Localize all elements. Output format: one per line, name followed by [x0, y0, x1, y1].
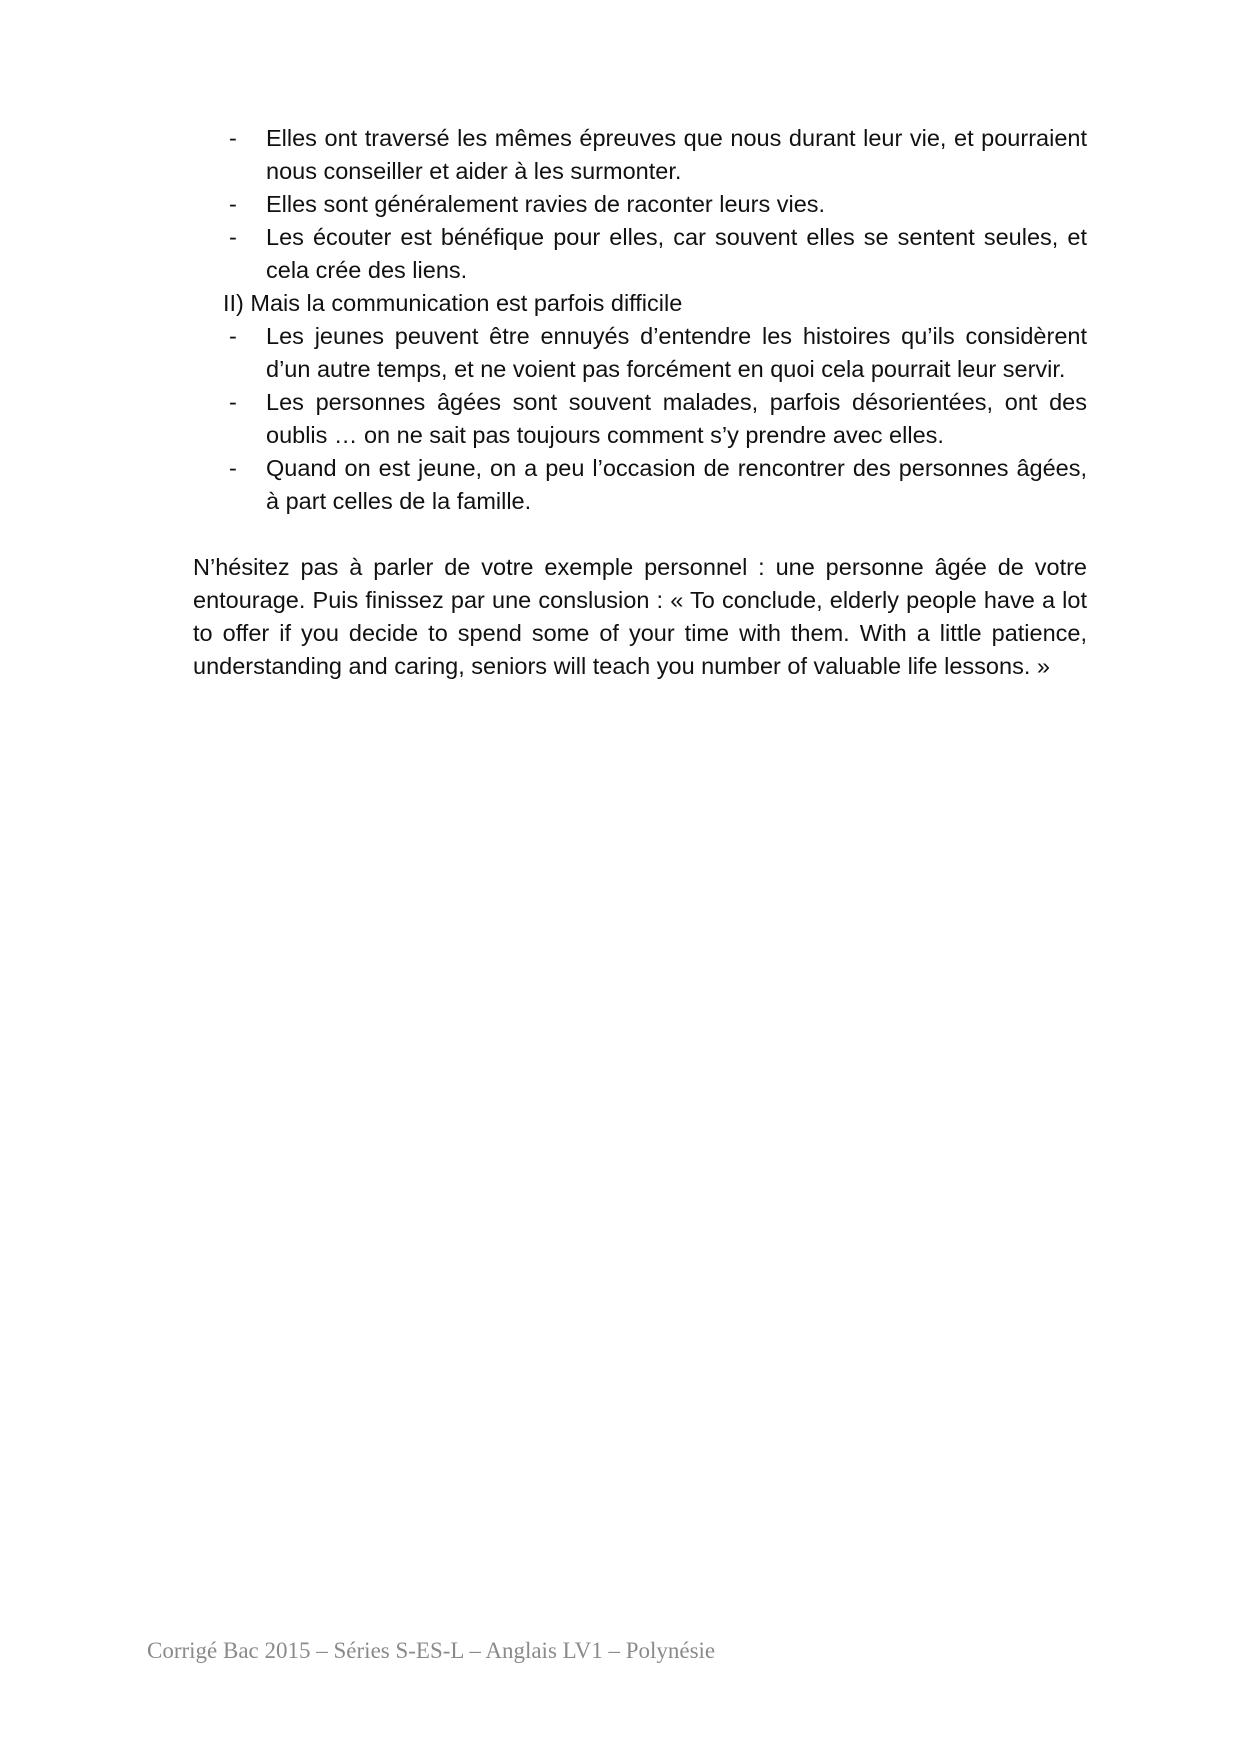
list-item — [193, 386, 1087, 452]
list-item — [193, 221, 1087, 287]
page-footer: Corrigé Bac 2015 – Séries S-ES-L – Anglais LV1 – Polynésie — [147, 1638, 716, 1663]
conclusion-paragraph: N’hésitez pas à parler de votre exemple personnel : une personne âgée de votre entourage. Puis finissez par une conslusion : « To conclude, elderly people have a lot to offer if you decide to spend some of your time with them. With a little patience, understanding and caring, seniors will teach you number of valuable life lessons. » — [193, 554, 1087, 679]
bullet-dash: - — [229, 323, 237, 349]
list-item — [193, 188, 1087, 221]
bullet-dash: - — [229, 389, 237, 415]
list-item-text: Elles ont traversé les mêmes épreuves que nous durant leur vie, et pourraient nous conseiller et aider à les surmonter. — [266, 125, 1087, 184]
bullet-dash: - — [229, 125, 237, 151]
list-item-text: Les personnes âgées sont souvent malades, parfois désorientées, ont des oublis … on ne sait pas toujours comment s’y prendre avec elles. — [266, 389, 1087, 448]
bullet-dash: - — [229, 455, 237, 481]
list-item — [193, 320, 1087, 386]
bullet-dash: - — [229, 224, 237, 250]
list-item-text: Elles sont généralement ravies de raconter leurs vies. — [266, 191, 826, 217]
list-item — [193, 452, 1087, 518]
list-item-text: Les jeunes peuvent être ennuyés d’entendre les histoires qu’ils considèrent d’un autre temps, et ne voient pas forcément en quoi cela pourrait leur servir. — [266, 323, 1087, 382]
section-two-heading: II) Mais la communication est parfois difficile — [223, 290, 683, 316]
bullet-list-difficulties — [193, 320, 1087, 518]
bullet-dash: - — [229, 191, 237, 217]
bullet-list-advantages — [193, 122, 1087, 287]
page-content — [193, 122, 1087, 683]
list-item — [193, 122, 1087, 188]
list-item-text: Quand on est jeune, on a peu l’occasion de rencontrer des personnes âgées, à part celles de la famille. — [266, 455, 1087, 514]
list-item-text: Les écouter est bénéfique pour elles, car souvent elles se sentent seules, et cela crée des liens. — [266, 224, 1087, 283]
